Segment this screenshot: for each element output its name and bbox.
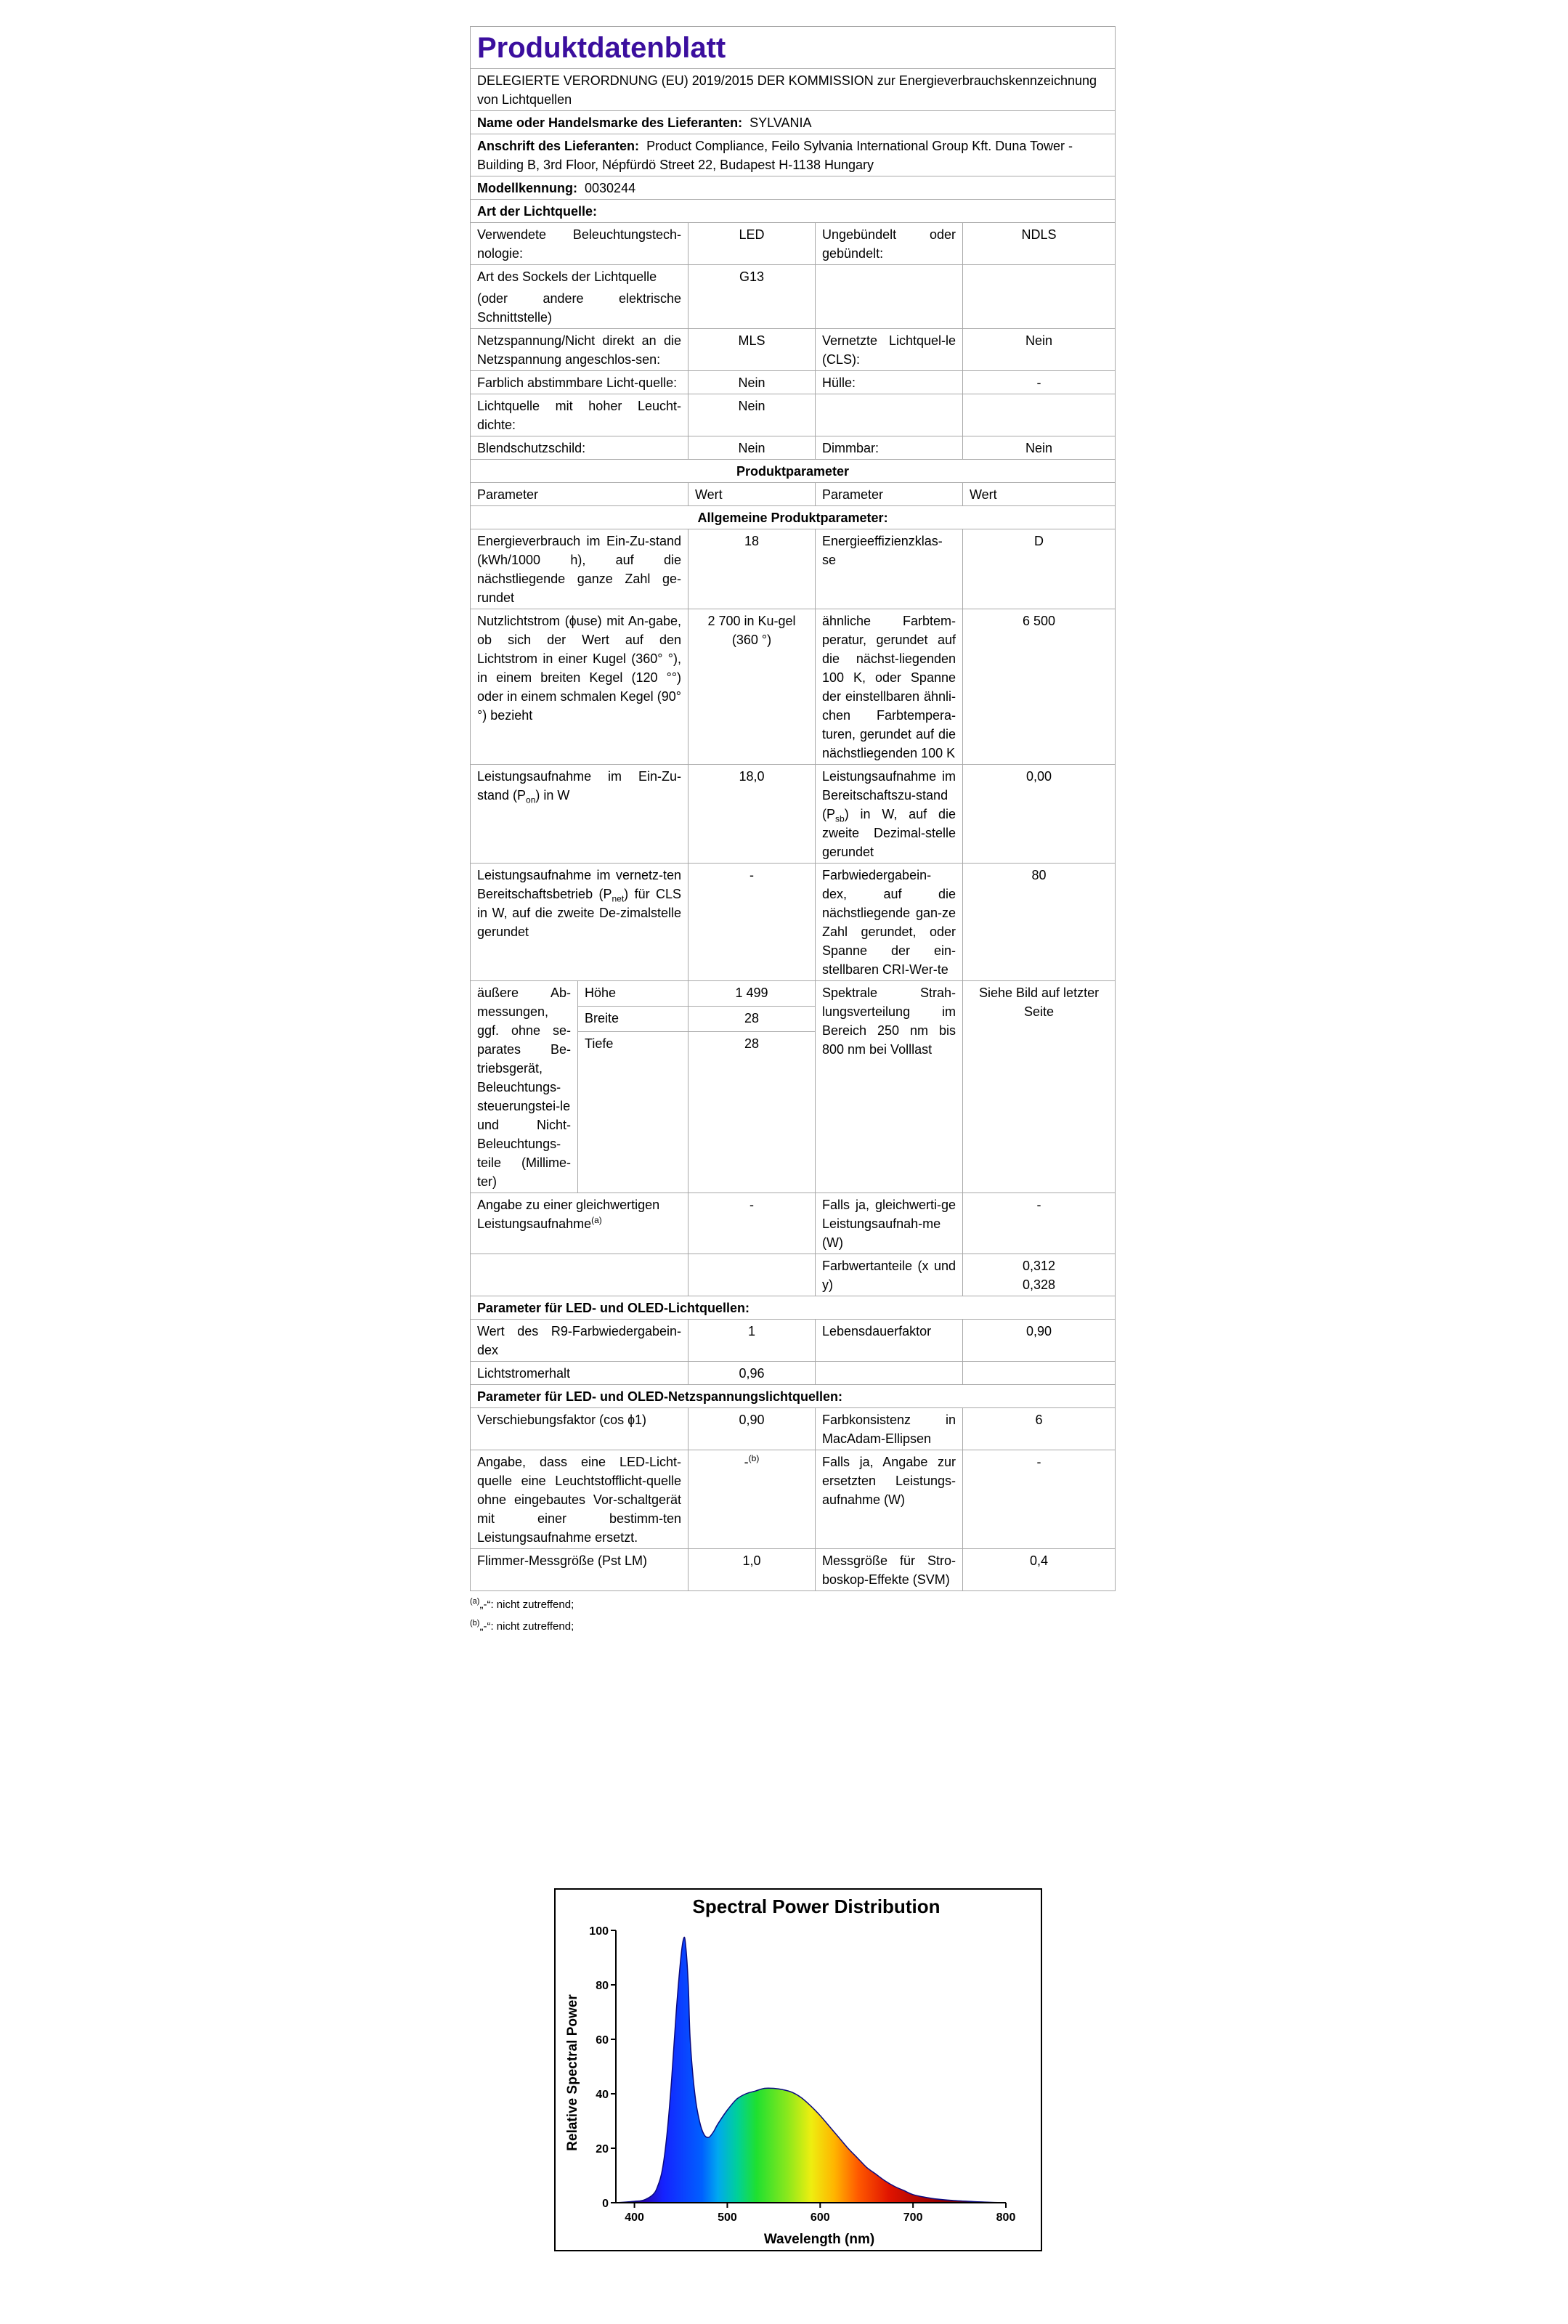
footnote-a-marker: (a) (470, 1597, 480, 1606)
cct-value: 6 500 (963, 609, 1116, 765)
cri-label: Farbwiedergabein-dex, auf die nächstliegende gan-ze Zahl gerundet, oder Spanne der ein-stellbaren CRI-Wer-te (816, 864, 963, 981)
footnote-b-marker: (b) (470, 1619, 480, 1628)
flicker-value: 1,0 (688, 1549, 816, 1591)
y-tick-label: 100 (589, 1925, 609, 1938)
on-mode-power-text: Leistungsaufnahme im Ein-Zu-stand (P (477, 769, 681, 803)
x-tick-label: 700 (903, 2211, 923, 2224)
cri-value: 80 (963, 864, 1116, 981)
networked-standby-text: ) für CLS in W, auf die zweite De-zimalstelle gerundet (477, 887, 681, 939)
width-value: 28 (688, 1007, 816, 1032)
equivalent-power-claim-text: Angabe zu einer gleichwertigen Leistungsaufnahme (477, 1198, 660, 1231)
page-title: Produktdatenblatt (471, 27, 1116, 69)
column-header-value: Wert (688, 483, 816, 506)
x-tick-label: 500 (718, 2211, 737, 2224)
depth-label: Tiefe (578, 1032, 688, 1193)
svm-value: 0,4 (963, 1549, 1116, 1591)
on-mode-power-text: ) in W (535, 788, 570, 803)
height-label: Höhe (578, 981, 688, 1007)
empty-cell (963, 1362, 1116, 1385)
equivalent-power-label: Falls ja, gleichwerti-ge Leistungsaufnah-me (W) (816, 1193, 963, 1254)
envelope-value: - (963, 371, 1116, 394)
empty-cell (471, 1254, 688, 1296)
equivalent-power-value: - (963, 1193, 1116, 1254)
energy-consumption-value: 18 (688, 529, 816, 609)
color-consistency-label: Farbkonsistenz in MacAdam-Ellipsen (816, 1408, 963, 1450)
standby-power-label (816, 765, 963, 864)
model-label: Modellkennung: (477, 181, 577, 195)
equivalent-power-claim-value: - (688, 1193, 816, 1254)
footnotes (470, 1594, 1115, 1638)
footnote-a-text: „-“: nicht zutreffend; (479, 1598, 574, 1611)
svm-label: Messgröße für Stro-boskop-Effekte (SVM) (816, 1549, 963, 1591)
product-parameters-heading: Produktparameter (471, 460, 1116, 483)
empty-cell (688, 1254, 816, 1296)
high-luminance-label: Lichtquelle mit hoher Leucht-dichte: (471, 394, 688, 436)
footnote-ref-a: (a) (591, 1215, 602, 1225)
empty-cell (816, 1362, 963, 1385)
technology-value: LED (688, 223, 816, 265)
on-mode-power-sub: on (526, 795, 536, 805)
footnote-b-text: „-“: nicht zutreffend; (479, 1620, 574, 1633)
supplier-name-label: Name oder Handelsmarke des Lieferanten: (477, 115, 743, 130)
spectral-power-chart-svg (554, 1888, 1042, 2251)
survival-factor-value: 0,90 (963, 1320, 1116, 1362)
r9-value: 1 (688, 1320, 816, 1362)
networked-standby-value: - (688, 864, 816, 981)
replaced-power-label: Falls ja, Angabe zur ersetzten Leistungs-aufnahme (W) (816, 1450, 963, 1549)
on-mode-power-value: 18,0 (688, 765, 816, 864)
socket-label-line1: Art des Sockels der Lichtquelle (477, 269, 657, 284)
replaced-power-value: - (963, 1450, 1116, 1549)
datasheet-table (470, 26, 1116, 1591)
height-value: 1 499 (688, 981, 816, 1007)
on-mode-power-label (471, 765, 688, 864)
supplier-address: Product Compliance, Feilo Sylvania International Group Kft. Duna Tower - Building B, 3rd Floor, Népfürdö Street 22, Budapest H-1138 Hungary (477, 139, 1073, 172)
footnote-ref-b: (b) (748, 1453, 760, 1463)
bundled-value: NDLS (963, 223, 1116, 265)
chromaticity-y: 0,328 (1023, 1277, 1056, 1292)
anti-glare-label: Blendschutzschild: (471, 436, 688, 460)
energy-class-label: Energieeffizienzklas-se (816, 529, 963, 609)
high-luminance-value: Nein (688, 394, 816, 436)
column-header-value: Wert (963, 483, 1116, 506)
standby-power-sub: sb (835, 813, 845, 824)
color-tunable-label: Farblich abstimmbare Licht-quelle: (471, 371, 688, 394)
chromaticity-x: 0,312 (1023, 1259, 1056, 1273)
x-tick-label: 600 (810, 2211, 830, 2224)
chromaticity-value (963, 1254, 1116, 1296)
color-tunable-value: Nein (688, 371, 816, 394)
socket-label (471, 265, 688, 329)
standby-power-text: Leistungsaufnahme im Bereitschaftszu-stand (P (822, 769, 956, 821)
socket-value: G13 (688, 265, 816, 329)
empty-cell (963, 394, 1116, 436)
survival-factor-label: Lebensdauerfaktor (816, 1320, 963, 1362)
networked-standby-label (471, 864, 688, 981)
empty-cell (963, 265, 1116, 329)
empty-cell (816, 265, 963, 329)
y-tick-label: 60 (596, 2034, 609, 2047)
footnote-b (470, 1616, 1115, 1638)
luminous-flux-value: 2 700 in Ku-gel (360 °) (688, 609, 816, 765)
model-id: 0030244 (585, 181, 636, 195)
light-source-type-heading: Art der Lichtquelle: (471, 200, 1116, 223)
networked-standby-sub: net (612, 893, 625, 904)
spectral-distribution-value: Siehe Bild auf letzter Seite (963, 981, 1116, 1193)
color-consistency-value: 6 (963, 1408, 1116, 1450)
general-parameters-heading: Allgemeine Produktparameter: (471, 506, 1116, 529)
x-tick-label: 800 (996, 2211, 1016, 2224)
led-replacement-claim-label: Angabe, dass eine LED-Licht-quelle eine Leuchtstofflicht-quelle ohne eingebautes Vor-schaltgerät mit einer bestimm-ten Leistungsaufnahme ersetzt. (471, 1450, 688, 1549)
column-header-parameter: Parameter (816, 483, 963, 506)
lumen-maintenance-label: Lichtstromerhalt (471, 1362, 688, 1385)
y-tick-label: 80 (596, 1980, 609, 1992)
depth-value: 28 (688, 1032, 816, 1193)
supplier-address-label: Anschrift des Lieferanten: (477, 139, 640, 153)
model-row (471, 176, 1116, 200)
footnote-a (470, 1594, 1115, 1616)
socket-label-line2: (oder andere elektrische Schnittstelle) (477, 291, 681, 325)
product-datasheet (470, 26, 1115, 1638)
spectral-distribution-label: Spektrale Strah-lungsverteilung im Bereich 250 nm bis 800 nm bei Volllast (816, 981, 963, 1193)
luminous-flux-label: Nutzlichtstrom (ɸuse) mit An-gabe, ob sich der Wert auf den Lichtstrom in einer Kugel (360° °), in einem breiten Kegel (120 °°) oder in einem schmalen Kegel (90° °) bezieht (471, 609, 688, 765)
x-axis-label: Wavelength (nm) (763, 2232, 875, 2247)
led-parameters-heading: Parameter für LED- und OLED-Lichtquellen: (471, 1296, 1116, 1320)
energy-consumption-label: Energieverbrauch im Ein-Zu-stand (kWh/1000 h), auf die nächstliegende ganze Zahl ge-rundet (471, 529, 688, 609)
lumen-maintenance-value: 0,96 (688, 1362, 816, 1385)
y-tick-label: 20 (596, 2143, 609, 2156)
chart-title: Spectral Power Distribution (692, 1896, 941, 1917)
bundled-label: Ungebündelt oder gebündelt: (816, 223, 963, 265)
dimmable-label: Dimmbar: (816, 436, 963, 460)
dimensions-label: äußere Ab-messungen, ggf. ohne se-parates Be-triebsgerät, Beleuchtungs-steuerungstei-le und Nicht-Beleuchtungs-teile (Millime-ter) (471, 981, 578, 1193)
energy-class-value: D (963, 529, 1116, 609)
mains-label: Netzspannung/Nicht direkt an die Netzspannung angeschlos-sen: (471, 329, 688, 371)
cct-label: ähnliche Farbtem-peratur, gerundet auf die nächst-liegenden 100 K, oder Spanne der einstellbaren ähnli-chen Farbtempera-turen, gerundet auf die nächstliegenden 100 K (816, 609, 963, 765)
y-tick-label: 0 (602, 2198, 609, 2210)
cls-value: Nein (963, 329, 1116, 371)
flicker-label: Flimmer-Messgröße (Pst LM) (471, 1549, 688, 1591)
y-tick-label: 40 (596, 2089, 609, 2101)
empty-cell (816, 394, 963, 436)
width-label: Breite (578, 1007, 688, 1032)
standby-power-text: ) in W, auf die zweite Dezimal-stelle gerundet (822, 807, 956, 859)
supplier-name: SYLVANIA (750, 115, 812, 130)
regulation-text: DELEGIERTE VERORDNUNG (EU) 2019/2015 DER KOMMISSION zur Energieverbrauchskennzeichnung von Lichtquellen (471, 69, 1116, 111)
dimmable-value: Nein (963, 436, 1116, 460)
cls-label: Vernetzte Lichtquel-le (CLS): (816, 329, 963, 371)
chromaticity-label: Farbwertanteile (x und y) (816, 1254, 963, 1296)
led-mains-parameters-heading: Parameter für LED- und OLED-Netzspannungslichtquellen: (471, 1385, 1116, 1408)
displacement-factor-label: Verschiebungsfaktor (cos ɸ1) (471, 1408, 688, 1450)
supplier-name-row (471, 111, 1116, 134)
mains-value: MLS (688, 329, 816, 371)
displacement-factor-value: 0,90 (688, 1408, 816, 1450)
technology-label: Verwendete Beleuchtungstech-nologie: (471, 223, 688, 265)
led-replacement-claim-text: - (744, 1455, 749, 1469)
supplier-address-row (471, 134, 1116, 176)
envelope-label: Hülle: (816, 371, 963, 394)
spectral-power-chart (554, 1888, 1042, 2251)
anti-glare-value: Nein (688, 436, 816, 460)
led-replacement-claim-value (688, 1450, 816, 1549)
standby-power-value: 0,00 (963, 765, 1116, 864)
r9-label: Wert des R9-Farbwiedergabein-dex (471, 1320, 688, 1362)
networked-standby-text: Leistungsaufnahme im vernetz-ten Bereitschaftsbetrieb (P (477, 868, 681, 901)
column-header-parameter: Parameter (471, 483, 688, 506)
y-axis-label: Relative Spectral Power (565, 1994, 580, 2151)
x-tick-label: 400 (625, 2211, 644, 2224)
equivalent-power-claim-label (471, 1193, 688, 1254)
